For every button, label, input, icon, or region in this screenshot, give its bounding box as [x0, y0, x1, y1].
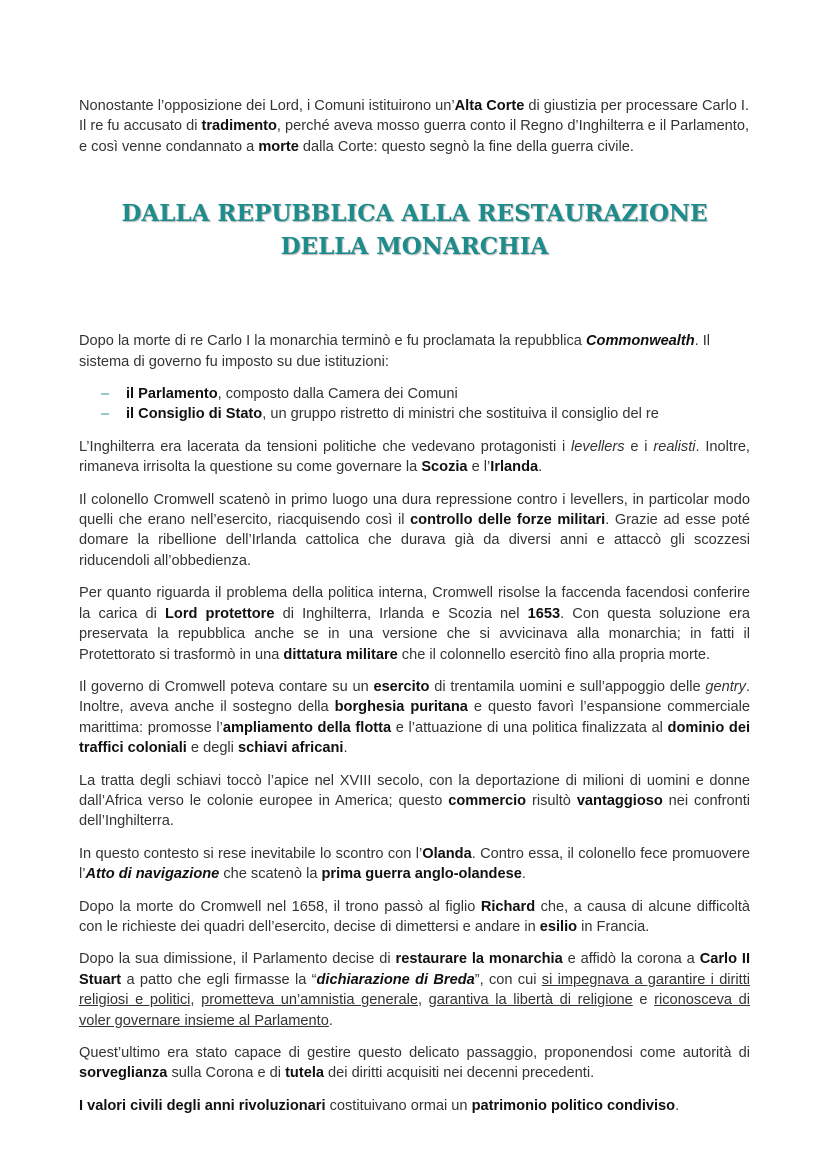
- text: Dopo la morte do Cromwell nel 1658, il trono passò al figlio: [79, 898, 481, 915]
- paragraph-parliament-role: [79, 1043, 750, 1084]
- text: . Il sistema di governo fu imposto su due istituzioni:: [79, 333, 711, 370]
- keyword: schiavi africani: [237, 740, 344, 757]
- keyword: Alta Corte: [454, 98, 525, 114]
- text: Il colonello Cromwell scatenò in primo luogo una dura repressione contro i levellers, in particolar modo quelli che erano nell’esercito, riacquisendo così il: [79, 491, 750, 529]
- text: Dopo la morte di re Carlo I la monarchia terminò e fu proclamata la repubblica: [79, 333, 586, 350]
- keyword: sorveglianza: [79, 1065, 168, 1082]
- keyword: tradimento: [201, 118, 277, 135]
- keyword: Olanda: [422, 845, 472, 862]
- text: . Grazie ad esse poté domare la ribellione dell’Irlanda cattolica che durava già da diversi anni e attaccò gli scozzesi riducendoli all’obbedienza.: [79, 512, 750, 569]
- underlined-text: si impegnava a garantire i diritti religiosi e politici: [79, 971, 751, 1009]
- text: e affidò la corona a: [562, 951, 700, 968]
- text: che, a causa di alcune difficoltà con le richieste dei quadri dell’esercito, decise di dimettersi e andare in: [79, 898, 751, 935]
- dash-bullet-icon: –: [101, 406, 110, 423]
- text: . Contro essa, il colonello fece promuovere l’: [79, 845, 750, 883]
- paragraph-cromwell-government: [79, 677, 750, 759]
- keyword: il Consiglio di Stato: [126, 406, 263, 423]
- italic-term: realisti: [653, 438, 696, 455]
- underlined-text: riconosceva di voler governare insieme al Parlamento: [79, 992, 751, 1029]
- keyword: commercio: [448, 792, 527, 809]
- text: . Con questa soluzione era preservata la repubblica anche se in una versione che si avvicinava alla monarchia; in fatti il Protettorato si trasformò in una: [79, 605, 750, 663]
- text: e: [632, 992, 655, 1009]
- dash-bullet-icon: –: [101, 386, 110, 403]
- keyword: borghesia puritana: [334, 699, 468, 716]
- text: costituivano ormai un: [325, 1097, 472, 1114]
- paragraph-cromwell-repression: [79, 490, 750, 572]
- text: in Francia.: [577, 918, 650, 935]
- text: In questo contesto si rese inevitabile lo scontro con l’: [79, 845, 423, 862]
- text: e i: [624, 438, 654, 455]
- paragraph-richard: [79, 897, 750, 938]
- text: nei confronti dell’Inghilterra.: [79, 792, 751, 830]
- text: ”, con cui: [474, 971, 542, 988]
- text: che scatenò la: [219, 866, 322, 883]
- text: Nonostante l’opposizione dei Lord, i Comuni istituirono un’: [79, 98, 455, 114]
- text: dalla Corte: questo segnò la fine della guerra civile.: [298, 138, 634, 155]
- text: di Inghilterra, Irlanda e Scozia nel: [274, 605, 528, 622]
- text: e l’attuazione di una politica finalizzata al: [391, 719, 668, 736]
- text: .: [328, 1012, 333, 1029]
- text: di trentamila uomini e sull’appoggio delle: [429, 678, 706, 695]
- paragraph-slave-trade: [79, 771, 750, 832]
- text: , composto dalla Camera dei Comuni: [217, 386, 458, 403]
- text: , perché aveva mosso guerra conto il Regno d’Inghilterra e il Parlamento, e così venne condannato a: [79, 118, 750, 155]
- keyword: prima guerra anglo-olandese: [321, 866, 522, 883]
- text: .: [521, 866, 526, 883]
- keyword: I valori civili degli anni rivoluzionari: [79, 1097, 326, 1114]
- document-body: [79, 96, 750, 1128]
- text: e questo favorì l’espansione commerciale marittima: promosse l’: [79, 699, 751, 736]
- paragraph-conclusion: [79, 1096, 750, 1116]
- keyword: Carlo II Stuart: [79, 951, 751, 988]
- keyword: restaurare la monarchia: [395, 951, 563, 968]
- keyword: dittatura militare: [283, 646, 398, 663]
- text: che il colonnello esercitò fino alla propria morte.: [397, 646, 711, 663]
- text: sulla Corona e di: [167, 1065, 286, 1082]
- keyword: Atto di navigazione: [85, 866, 220, 883]
- text: e l’: [467, 459, 491, 476]
- text: Quest’ultimo era stato capace di gestire questo delicato passaggio, proponendosi come autorità di: [79, 1045, 750, 1061]
- keyword: Scozia: [421, 459, 468, 476]
- text: L’Inghilterra era lacerata da tensioni politiche che vedevano protagonisti i: [79, 438, 572, 455]
- text: ,: [417, 992, 429, 1009]
- keyword: Richard: [480, 898, 536, 915]
- list-item: [79, 404, 750, 424]
- keyword: Commonwealth: [585, 333, 695, 350]
- text: risultò: [526, 792, 577, 809]
- text: . Inoltre, rimaneva irrisolta la questione su come governare la: [79, 438, 750, 476]
- text: . Inoltre, aveva anche il sostegno della: [79, 678, 750, 716]
- keyword: Irlanda: [490, 459, 539, 476]
- paragraph-restoration: [79, 949, 750, 1031]
- keyword: esilio: [539, 918, 578, 935]
- paragraph-holland: [79, 844, 750, 885]
- text: .: [343, 740, 348, 757]
- text: La tratta degli schiavi toccò l’apice nel XVIII secolo, con la deportazione di milioni di uomini e donne dall’Africa verso le colonie europee in America; questo: [79, 772, 750, 809]
- text: Dopo la sua dimissione, il Parlamento decise di: [79, 951, 396, 968]
- text: Il governo di Cromwell poteva contare su un: [79, 678, 374, 695]
- keyword: ampliamento della flotta: [222, 719, 392, 736]
- text: .: [675, 1097, 680, 1114]
- text: ,: [190, 992, 202, 1009]
- underlined-text: garantiva la libertà di religione: [428, 992, 633, 1009]
- keyword: vantaggioso: [576, 792, 663, 809]
- intro-paragraph: [79, 96, 750, 157]
- text: dei diritti acquisiti nei decenni precedenti.: [323, 1065, 595, 1082]
- keyword: Lord protettore: [165, 605, 275, 622]
- keyword: 1653: [527, 605, 561, 622]
- paragraph-tensions: [79, 437, 750, 478]
- text: a patto che egli firmasse la “: [121, 971, 317, 988]
- keyword: dichiarazione di Breda: [316, 971, 475, 988]
- italic-term: gentry: [705, 678, 746, 695]
- keyword: dominio dei traffici coloniali: [79, 719, 750, 757]
- text: .: [538, 459, 543, 476]
- italic-term: levellers: [571, 438, 625, 455]
- keyword: controllo delle forze militari: [410, 512, 606, 529]
- keyword: il Parlamento: [126, 386, 218, 403]
- keyword: esercito: [373, 678, 430, 695]
- keyword: morte: [258, 138, 299, 155]
- underlined-text: prometteva un’amnistia generale: [201, 992, 418, 1009]
- list-item: [79, 384, 750, 404]
- text: di giustizia per processare Carlo I. Il re fu accusato di: [79, 98, 750, 135]
- text: e degli: [186, 740, 238, 757]
- text: Per quanto riguarda il problema della politica interna, Cromwell risolse la faccenda facendosi conferire la carica di: [79, 585, 750, 622]
- keyword: patrimonio politico condiviso: [471, 1097, 676, 1114]
- institutions-list: [79, 384, 750, 425]
- keyword: tutela: [285, 1065, 324, 1082]
- paragraph-commonwealth: [79, 331, 750, 372]
- section-title: DALLA REPUBBLICA ALLA RESTAURAZIONE DELLA MONARCHIA: [121, 200, 708, 261]
- text: , un gruppo ristretto di ministri che sostituiva il consiglio del re: [262, 406, 659, 423]
- paragraph-lord-protector: [79, 583, 750, 665]
